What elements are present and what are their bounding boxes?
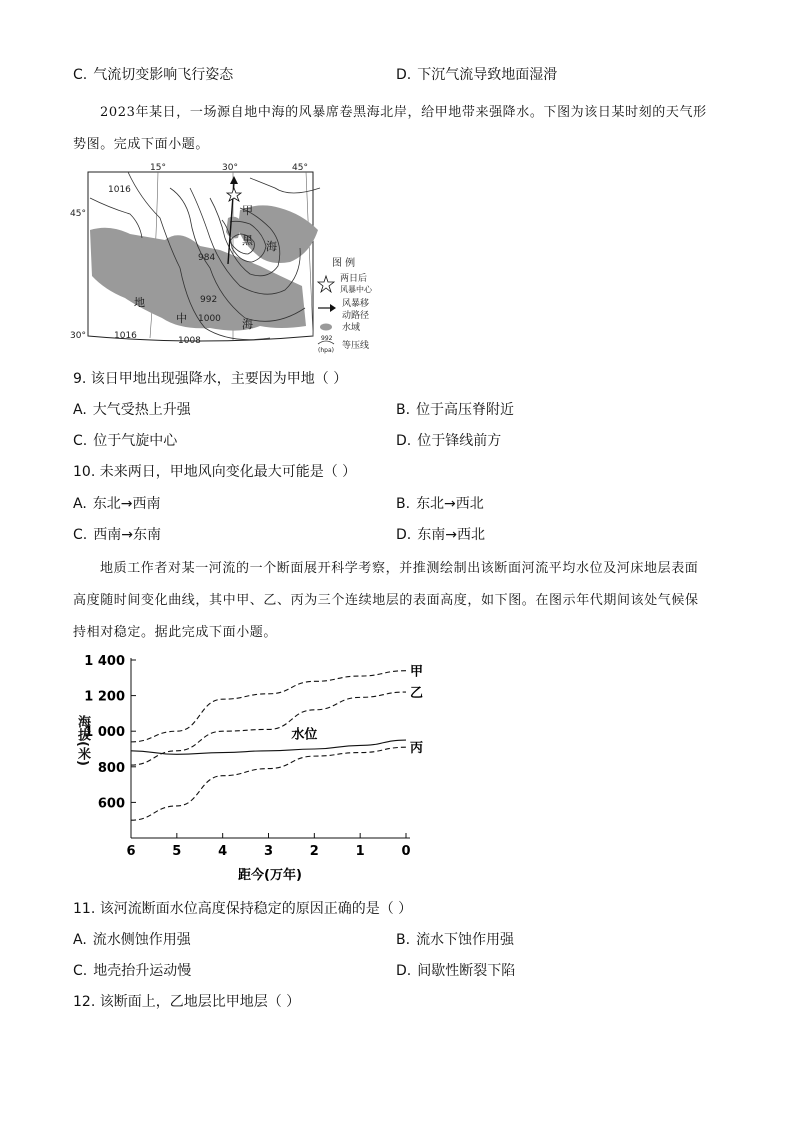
option-text: 东南→西北 [417, 527, 485, 543]
q11-option-a[interactable] [73, 931, 191, 949]
series-label: 甲 [410, 664, 424, 680]
option-text: 位于气旋中心 [93, 433, 178, 449]
legend-isobar-text: 等压线 [342, 341, 370, 351]
y-tick-label: 1 000 [84, 725, 125, 741]
q10-stem: 10. 未来两日，甲地风向变化最大可能是（ ） [73, 464, 357, 480]
series-label: 丙 [410, 741, 424, 757]
option-text: 间歇性断裂下陷 [417, 963, 516, 979]
sea-label: 海 [242, 318, 253, 331]
lat-label-30: 30° [70, 331, 86, 341]
legend-star-text: 风暴中心 [340, 285, 372, 294]
option-text: 地壳抬升运动慢 [93, 963, 192, 979]
isobar-label: 992 [200, 295, 218, 305]
isobar-label: 984 [198, 253, 216, 263]
legend-water-swatch [320, 324, 332, 331]
intro2-line3: 持相对稳定。据此完成下面小题。 [73, 625, 278, 640]
q10-option-c[interactable] [73, 526, 161, 544]
option-text: 气流切变影响飞行姿态 [93, 67, 234, 83]
option-letter: B. [396, 496, 411, 512]
storm-center-star-icon [227, 188, 241, 201]
option-letter: D. [396, 67, 412, 83]
elevation-chart [70, 650, 424, 890]
map-legend [318, 256, 373, 354]
option-text: 大气受热上升强 [92, 402, 191, 418]
y-tick-label: 1 200 [84, 689, 125, 705]
sea-label: 海 [266, 240, 277, 253]
q12-stem: 12. 该断面上，乙地层比甲地层（ ） [73, 994, 301, 1010]
option-c-line [73, 66, 233, 84]
q9-option-d[interactable] [396, 432, 501, 450]
option-letter: B. [396, 932, 411, 948]
sea-label: 地 [134, 296, 145, 309]
option-letter: A. [73, 932, 87, 948]
q10-option-a[interactable] [73, 495, 161, 513]
legend-path-text: 动路径 [342, 311, 370, 321]
water-bodies [90, 205, 318, 330]
intro2-line2: 高度随时间变化曲线，其中甲、乙、丙为三个连续地层的表面高度，如下图。在图示年代期间该处气候保 [73, 593, 699, 608]
lon-label-45: 45° [292, 163, 308, 173]
option-letter: B. [396, 402, 411, 418]
q11-option-b[interactable] [396, 931, 514, 949]
isobar-label: 1016 [114, 331, 137, 341]
legend-isobar-unit: (hpa) [318, 347, 334, 354]
x-axis-label: 距今(万年) [238, 868, 302, 883]
option-letter: A. [73, 402, 87, 418]
x-tick-label: 2 [309, 844, 319, 859]
q9-option-c[interactable] [73, 432, 177, 450]
option-text: 流水侧蚀作用强 [92, 932, 191, 948]
legend-arrow-icon [330, 304, 336, 312]
option-d-line [396, 66, 557, 84]
legend-isobar-value: 992 [321, 335, 333, 342]
legend-star-text: 两日后 [340, 274, 368, 284]
series-line-丙 [131, 747, 406, 820]
intro2-line1: 地质工作者对某一河流的一个断面展开科学考察，并推测绘制出该断面河流平均水位及河床地层表面 [100, 561, 699, 576]
series-line-甲 [131, 671, 406, 742]
lat-label-45: 45° [70, 209, 86, 219]
isobar-label: 1008 [178, 336, 201, 346]
q10-option-d[interactable] [396, 526, 485, 544]
option-text: 东北→西南 [92, 496, 161, 512]
x-tick-label: 6 [126, 844, 136, 859]
intro1-line1: 2023年某日，一场源自地中海的风暴席卷黑海北岸，给甲地带来强降水。下图为该日某时刻的天气形 [100, 105, 707, 120]
option-text: 位于锋线前方 [417, 433, 502, 449]
q10-option-b[interactable] [396, 495, 484, 513]
legend-path-text: 风暴移 [342, 299, 370, 309]
sea-label: 中 [176, 312, 187, 325]
option-letter: A. [73, 496, 87, 512]
x-tick-label: 0 [401, 844, 411, 859]
intro1-line2: 势图。完成下面小题。 [73, 137, 210, 152]
y-axis-label: 海拔(米) [75, 715, 90, 766]
option-letter: D. [396, 963, 412, 979]
isobar-label: 1000 [198, 314, 221, 324]
option-letter: D. [396, 433, 412, 449]
option-text: 流水下蚀作用强 [416, 932, 515, 948]
sea-label: 黑 [242, 234, 253, 247]
q11-option-d[interactable] [396, 962, 515, 980]
lon-label-15: 15° [150, 163, 166, 173]
series-label: 水位 [291, 727, 318, 743]
option-letter: D. [396, 527, 412, 543]
y-tick-label: 1 400 [84, 654, 125, 669]
option-text: 西南→东南 [93, 527, 161, 543]
option-letter: C. [73, 527, 88, 543]
place-jia-label: 甲 [242, 204, 253, 217]
y-tick-label: 600 [97, 796, 125, 812]
q11-option-c[interactable] [73, 962, 191, 980]
x-tick-label: 3 [263, 844, 274, 859]
option-text: 下沉气流导致地面湿滑 [417, 67, 558, 83]
q9-option-a[interactable] [73, 401, 191, 419]
x-tick-label: 5 [172, 844, 182, 859]
q11-stem: 11. 该河流断面水位高度保持稳定的原因正确的是（ ） [73, 901, 413, 917]
y-tick-label: 800 [97, 760, 125, 776]
q9-stem: 9. 该日甲地出现强降水，主要因为甲地（ ） [73, 371, 348, 387]
option-letter: C. [73, 963, 88, 979]
option-text: 东北→西北 [416, 496, 484, 512]
series-label: 乙 [410, 686, 424, 702]
legend-star-icon [318, 276, 334, 292]
x-tick-label: 4 [218, 844, 228, 859]
legend-title: 图 例 [332, 258, 356, 269]
q9-option-b[interactable] [396, 401, 514, 419]
option-letter: C. [73, 433, 88, 449]
weather-map [70, 158, 390, 358]
lon-label-30: 30° [222, 163, 238, 173]
option-letter: C. [73, 67, 88, 83]
legend-water-text: 水域 [342, 323, 361, 333]
isobar-label: 1016 [108, 185, 131, 195]
option-text: 位于高压脊附近 [416, 402, 515, 418]
x-tick-label: 1 [355, 844, 365, 859]
